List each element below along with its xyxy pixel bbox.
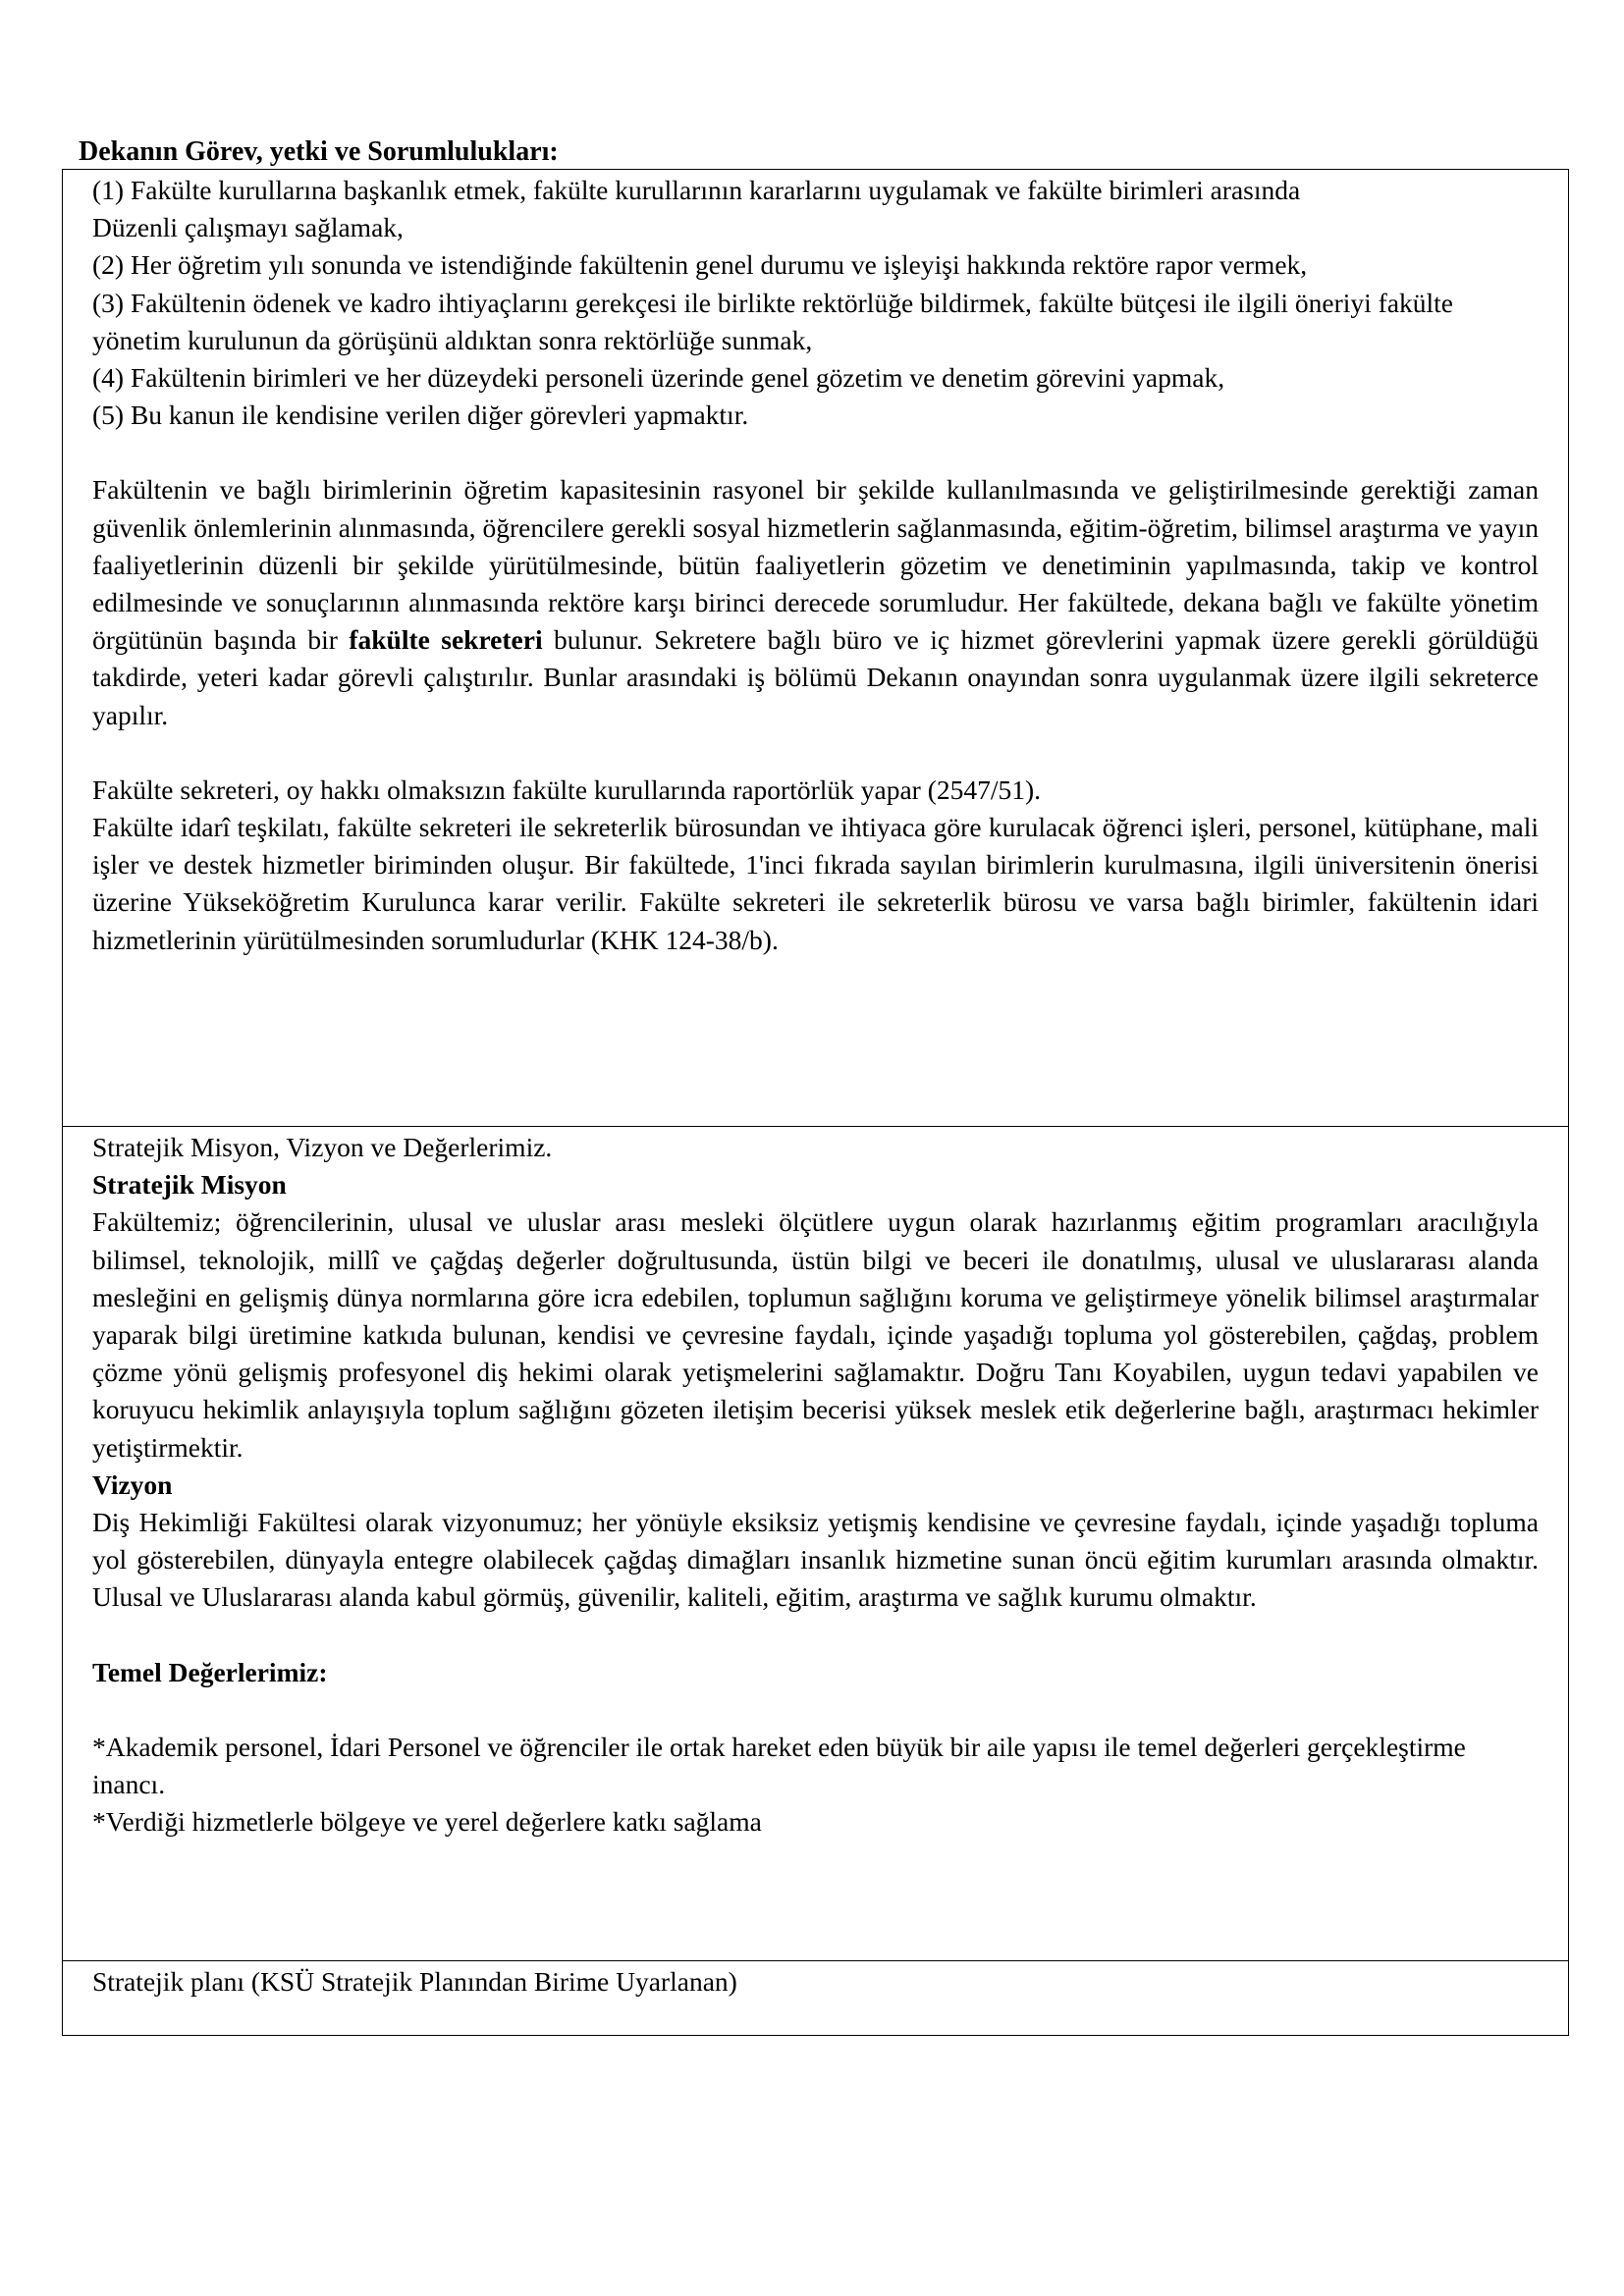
- strategy-intro: Stratejik Misyon, Vizyon ve Değerlerimiz.: [92, 1132, 553, 1162]
- value-item-1: *Akademik personel, İdari Personel ve öğrenciler ile ortak hareket eden büyük bir aile yapısı ile temel değerleri gerçekleştirme inancı.: [92, 1731, 1466, 1800]
- mission-heading: Stratejik Misyon: [92, 1169, 287, 1201]
- strategic-plan-label: Stratejik planı (KSÜ Stratejik Planından Birime Uyarlanan): [92, 1966, 737, 1997]
- duties-cell: [63, 170, 1568, 1126]
- vision-heading: Vizyon: [92, 1468, 173, 1500]
- content-table: [62, 169, 1569, 2036]
- duty-item-5: (5) Bu kanun ile kendisine verilen diğer görevleri yapmaktır.: [92, 400, 749, 431]
- strategy-cell: [63, 1126, 1568, 1960]
- value-item-2: *Verdiği hizmetlerle bölgeye ve yerel değerlere katkı sağlama: [92, 1806, 762, 1838]
- faculty-secretary-term: fakülte sekreteri: [349, 624, 543, 656]
- duty-item-4: (4) Fakültenin birimleri ve her düzeydeki personeli üzerinde genel gözetim ve denetim görevini yapmak,: [92, 362, 1225, 394]
- responsibility-paragraph: Fakültenin ve bağlı birimlerinin öğretim kapasitesinin rasyonel bir şekilde kullanılmasında ve geliştirilmesinde gerektiği zaman güvenlik önlemlerinin alınmasında, öğrencilere gerekli sosyal hizmetlerin sağlanmasında, eğitim-öğretim, bilimsel araştırma ve yayın faaliyetlerinin düzenli bir şekilde yürütülmesinde, bütün faaliyetlerin gözetim ve denetiminin yapılmasında, takip ve kontrol edilmesinde ve sonuçlarının alınmasında rektöre karşı birinci derecede sorumludur. Her fakültede, dekana bağlı ve fakülte yönetim örgütünün başında bir fakülte sekreteri bulunur. Sekretere bağlı büro ve iç hizmet görevlerini yapmak üzere gerekli görüldüğü takdirde, yeteri kadar görevli çalıştırılır. Bunlar arasındaki iş bölümü Dekanın onayından sonra uygulanmak üzere ilgili sekreterce yapılır.: [92, 474, 1539, 730]
- mission-text: Fakültemiz; öğrencilerinin, ulusal ve uluslar arası mesleki ölçütlere uygun olarak hazırlanmış eğitim programları aracılığıyla bilimsel, teknolojik, millî ve çağdaş değerler doğrultusunda, üstün bilgi ve beceri ile donatılmış, ulusal ve uluslararası alanda mesleğini en gelişmiş dünya normlarına göre icra edebilen, toplumun sağlığını koruma ve geliştirmeye yönelik bilimsel araştırmalar yaparak bilgi üretimine katkıda bulunan, kendisi ve çevresine faydalı, içinde yaşadığı topluma yol gösterebilen, çağdaş, problem çözme yönü gelişmiş profesyonel diş hekimi olarak yetişmelerini sağlamaktır. Doğru Tanı Koyabilen, uygun tedavi yapabilen ve koruyucu hekimlik anlayışıyla toplum sağlığını gözeten iletişim becerisi yüksek meslek etik değerlerine bağlı, araştırmacı hekimler yetiştirmektir.: [92, 1206, 1539, 1463]
- duty-item-1: (1) Fakülte kurullarına başkanlık etmek, fakülte kurullarının kararlarını uygulamak ve fakülte birimleri arasında: [92, 175, 1301, 205]
- strategic-plan-cell: [63, 1960, 1568, 2035]
- vision-text: Diş Hekimliği Fakültesi olarak vizyonumuz; her yönüyle eksiksiz yetişmiş kendisine ve çevresine faydalı, içinde yaşadığı topluma yol gösterebilen, dünyayla entegre olabilecek çağdaş dimağları insanlık hizmetine sunan öncü eğitim kurumları arasında olmaktır. Ulusal ve Uluslararası alanda kabul görmüş, güvenilir, kaliteli, eğitim, araştırma ve sağlık kurumu olmaktır.: [92, 1507, 1539, 1613]
- secretary-line: Fakülte sekreteri, oy hakkı olmaksızın fakülte kurullarında raportörlük yapar (2547/51).: [92, 774, 1042, 805]
- admin-organization-paragraph: Fakülte idarî teşkilatı, fakülte sekreteri ile sekreterlik bürosundan ve ihtiyaca göre kurulacak öğrenci işleri, personel, kütüphane, mali işler ve destek hizmetler biriminden oluşur. Bir fakültede, 1'inci fıkrada sayılan birimlerin kurulmasına, ilgili üniversitenin önerisi üzerine Yükseköğretim Kurulunca karar verilir. Fakülte sekreteri ile sekreterlik bürosu ve varsa bağlı birimler, fakültenin idari hizmetlerinin yürütülmesinden sorumludurlar (KHK 124-38/b).: [92, 812, 1539, 955]
- duty-item-2: (2) Her öğretim yılı sonunda ve istendiğinde fakültenin genel durumu ve işleyişi hakkında rektöre rapor vermek,: [92, 249, 1308, 281]
- values-heading: Temel Değerlerimiz:: [92, 1656, 328, 1687]
- page-title: Dekanın Görev, yetki ve Sorumlulukları:: [79, 136, 559, 167]
- duty-item-1-continued: Düzenli çalışmayı sağlamak,: [92, 212, 404, 243]
- duty-item-3: (3) Fakültenin ödenek ve kadro ihtiyaçlarını gerekçesi ile birlikte rektörlüğe bildirmek, fakülte bütçesi ile ilgili öneriyi fakülte yönetim kurulunun da görüşünü aldıktan sonra rektörlüğe sunmak,: [92, 287, 1454, 355]
